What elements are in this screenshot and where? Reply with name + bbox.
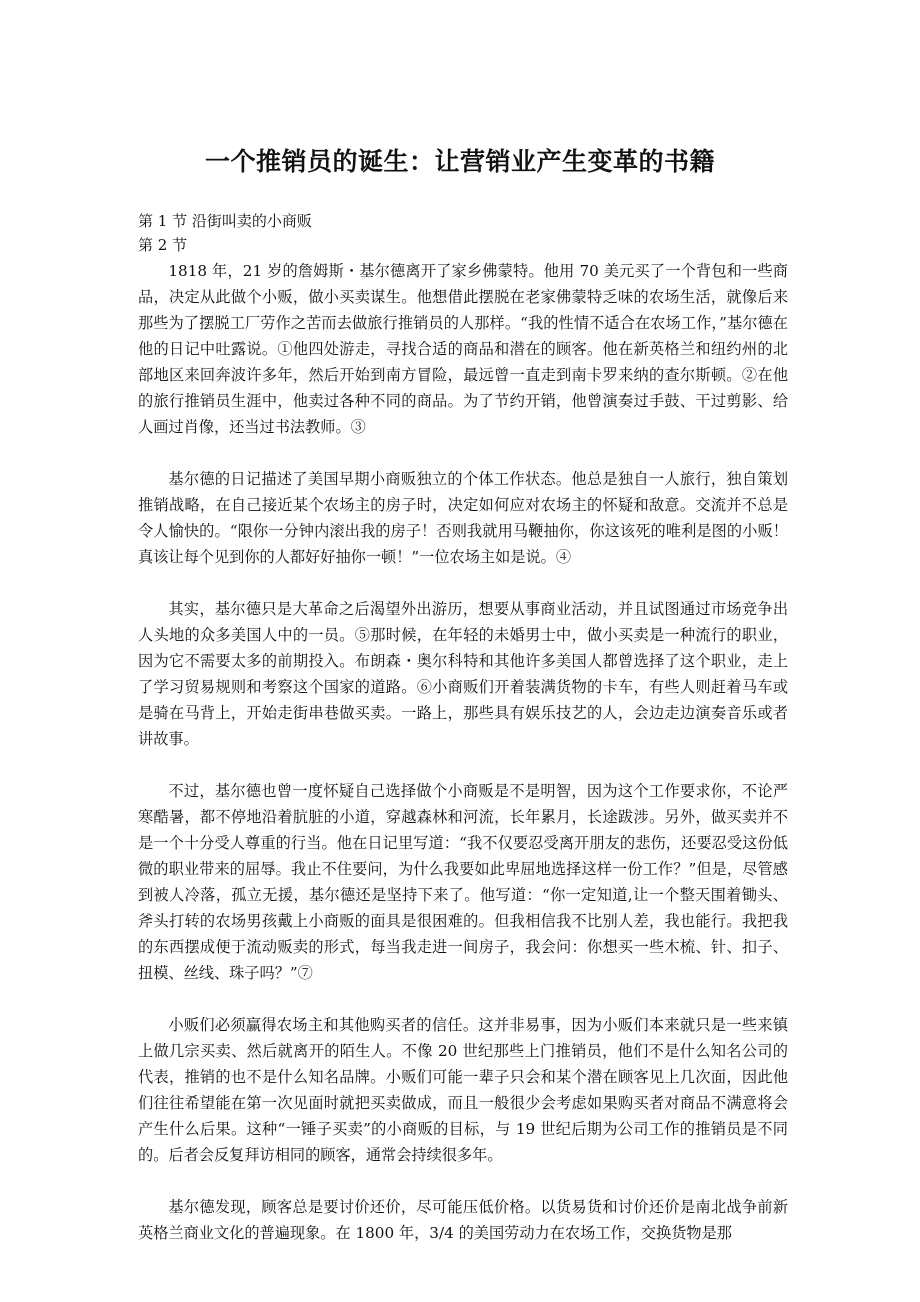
paragraph-1: 1818 年，21 岁的詹姆斯・基尔德离开了家乡佛蒙特。他用 70 美元买了一个背包和一些商品，决定从此做个小贩，做小买卖谋生。他想借此摆脱在老家佛蒙特乏味的农场生活，就像后来那些为了摆脱工厂劳作之苦而去做旅行推销员的人那样。“我的性情不适合在农场工作，”基尔德在他的日记中吐露说。①他四处游走，寻找合适的商品和潜在的顾客。他在新英格兰和纽约州的北部地区来回奔波许多年，然后开始到南方冒险，最远曾一直走到南卡罗来纳的查尔斯顿。②在他的旅行推销员生涯中，他卖过各种不同的商品。为了节约开销，他曾演奏过手鼓、干过剪影、给人画过肖像，还当过书法教师。③ (138, 262, 788, 436)
paragraph-3: 其实，基尔德只是大革命之后渴望外出游历，想要从事商业活动，并且试图通过市场竞争出人头地的众多美国人中的一员。⑤那时候，在年轻的未婚男士中，做小买卖是一种流行的职业，因为它不需要太多的前期投入。布朗森・奥尔科特和其他许多美国人都曾选择了这个职业，走上了学习贸易规则和考察这个国家的道路。⑥小商贩们开着装满货物的卡车，有些人则赶着马车或是骑在马背上，开始走街串巷做买卖。一路上，那些具有娱乐技艺的人，会边走边演奏音乐或者讲故事。 (138, 600, 788, 748)
document-title: 一个推销员的诞生：让营销业产生变革的书籍 (204, 147, 715, 176)
paragraph-6: 基尔德发现，顾客总是要讨价还价，尽可能压低价格。以货易货和讨价还价是南北战争前新英格兰商业文化的普遍现象。在 1800 年，3/4 的美国劳动力在农场工作，交换货物是那 (138, 1198, 788, 1242)
paragraph-2: 基尔德的日记描述了美国早期小商贩独立的个体工作状态。他总是独自一人旅行，独自策划推销战略，在自己接近某个农场主的房子时，决定如何应对农场主的怀疑和敌意。交流并不总是令人愉快的。“限你一分钟内滚出我的房子！否则我就用马鞭抽你，你这该死的唯利是图的小贩！真该让每个见到你的人都好好抽你一顿！”一位农场主如是说。④ (138, 470, 788, 566)
section-heading-2: 第 2 节 (138, 236, 188, 254)
section-heading-1: 第 1 节 沿街叫卖的小商贩 (138, 212, 312, 230)
paragraph-5: 小贩们必须赢得农场主和其他购买者的信任。这并非易事，因为小贩们本来就只是一些来镇上做几宗买卖、然后就离开的陌生人。不像 20 世纪那些上门推销员，他们不是什么知名公司的代表，推销的也不是什么知名品牌。小贩们可能一辈子只会和某个潜在顾客见上几次面，因此他们往往希望能在第一次见面时就把买卖做成，而且一般很少会考虑如果购买者对商品不满意将会产生什么后果。这种“一锤子买卖”的小商贩的目标，与 19 世纪后期为公司工作的推销员是不同的。后者会反复拜访相同的顾客，通常会持续很多年。 (138, 1016, 788, 1164)
paragraph-4: 不过，基尔德也曾一度怀疑自己选择做个小商贩是不是明智，因为这个工作要求你，不论严寒酷暑，都不停地沿着肮脏的小道，穿越森林和河流，长年累月，长途跋涉。另外，做买卖并不是一个十分受人尊重的行当。他在日记里写道：“我不仅要忍受离开朋友的悲伤，还要忍受这份低微的职业带来的屈辱。我止不住要问，为什么我要如此卑屈地选择这样一份工作？”但是，尽管感到被人冷落，孤立无援，基尔德还是坚持下来了。他写道：“你一定知道,让一个整天围着锄头、斧头打转的农场男孩戴上小商贩的面具是很困难的。但我相信我不比别人差，我也能行。我把我的东西摆成便于流动贩卖的形式，每当我走进一间房子，我会问：你想买一些木梳、针、扣子、扭模、丝线、珠子吗？”⑦ (138, 782, 788, 982)
document-body (138, 258, 788, 1272)
